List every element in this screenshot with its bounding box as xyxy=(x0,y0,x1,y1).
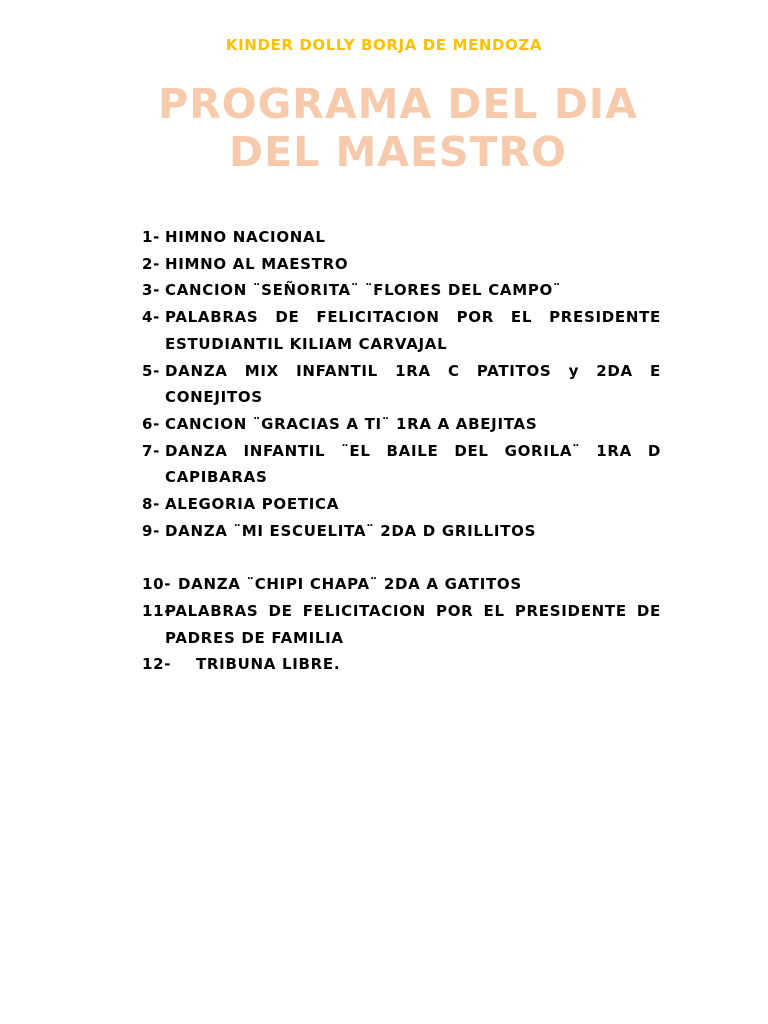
program-item-number: 1- xyxy=(142,228,161,246)
program-item xyxy=(142,598,661,651)
program-item-number: 4- xyxy=(142,308,161,327)
program-item-text: TRIBUNA LIBRE. xyxy=(196,655,341,674)
title-line-1: PROGRAMA DEL DIA xyxy=(158,80,638,128)
program-item xyxy=(142,651,661,678)
document-title xyxy=(130,80,666,176)
program-item-text: DANZA MIX INFANTIL 1RA C PATITOS y 2DA E CONEJITOS xyxy=(165,361,661,407)
program-item-text: HIMNO NACIONAL xyxy=(165,228,326,246)
program-item-number: 7- xyxy=(142,441,161,460)
blank-line xyxy=(142,544,661,571)
program-item-text: HIMNO AL MAESTRO xyxy=(165,254,349,273)
program-list xyxy=(142,224,661,678)
program-item xyxy=(142,571,661,598)
program-item xyxy=(142,438,661,491)
program-item-text: DANZA ¨CHIPI CHAPA¨ 2DA A GATITOS xyxy=(178,575,522,594)
program-item xyxy=(142,304,661,357)
program-item-number: 2- xyxy=(142,254,161,273)
program-item xyxy=(142,491,661,518)
program-item-text: CANCION ¨GRACIAS A TI¨ 1RA A ABEJITAS xyxy=(165,414,538,433)
program-item-text: PALABRAS DE FELICITACION POR EL PRESIDENTE DE PADRES DE FAMILIA xyxy=(165,601,661,647)
program-item-text: PALABRAS DE FELICITACION POR EL PRESIDENTE ESTUDIANTIL KILIAM CARVAJAL xyxy=(165,308,661,353)
program-item-number: 12- xyxy=(142,655,172,674)
program-item-number: 11- xyxy=(142,601,172,620)
program-item xyxy=(142,411,661,438)
title-line-2: DEL MAESTRO xyxy=(229,128,567,176)
school-name: KINDER DOLLY BORJA DE MENDOZA xyxy=(225,36,543,54)
program-item-number: 6- xyxy=(142,414,161,433)
program-item-text: DANZA ¨MI ESCUELITA¨ 2DA D GRILLITOS xyxy=(165,521,537,540)
program-item-text: CANCION ¨SEÑORITA¨ ¨FLORES DEL CAMPO¨ xyxy=(165,281,562,300)
program-item xyxy=(142,224,661,251)
program-item-text: ALEGORIA POETICA xyxy=(165,495,340,514)
program-item xyxy=(142,518,661,545)
program-item-text: DANZA INFANTIL ¨EL BAILE DEL GORILA¨ 1RA D CAPIBARAS xyxy=(165,441,661,487)
program-item-number: 5- xyxy=(142,361,161,380)
program-item-number: 9- xyxy=(142,521,161,540)
program-item-number: 8- xyxy=(142,495,161,514)
program-item-number: 3- xyxy=(142,281,161,300)
program-item xyxy=(142,358,661,411)
program-item xyxy=(142,277,661,304)
program-item xyxy=(142,251,661,278)
program-item-number: 10- xyxy=(142,575,172,594)
